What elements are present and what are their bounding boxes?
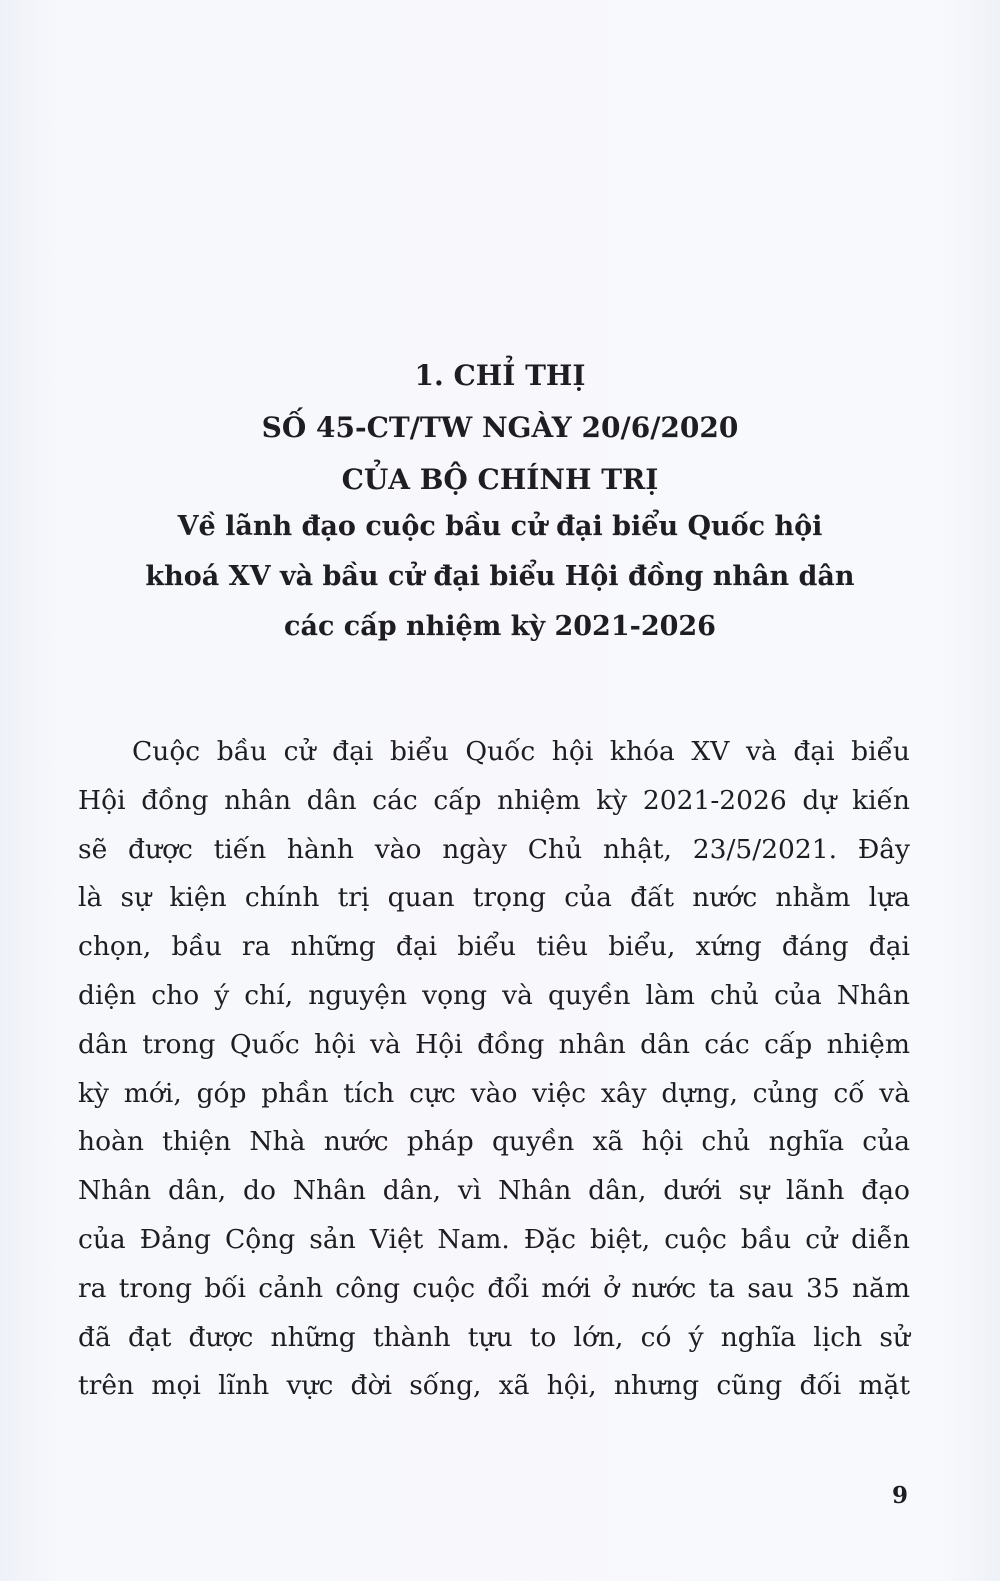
subtitle-line-3: các cấp nhiệm kỳ 2021-2026 bbox=[284, 611, 716, 642]
document-subtitle bbox=[100, 502, 900, 652]
body-line: của Đảng Cộng sản Việt Nam. Đặc biệt, cuộc bầu cử diễn bbox=[78, 1223, 910, 1255]
body-line: là sự kiện chính trị quan trọng của đất nước nhằm lựa bbox=[78, 882, 910, 914]
page-number: 9 bbox=[891, 1482, 908, 1509]
subtitle-line-1: Về lãnh đạo cuộc bầu cử đại biểu Quốc hội bbox=[177, 511, 823, 542]
body-line: Nhân dân, do Nhân dân, vì Nhân dân, dưới sự lãnh đạo bbox=[78, 1175, 910, 1207]
document-heading bbox=[0, 350, 1000, 506]
heading-issuer: CỦA BỘ CHÍNH TRỊ bbox=[341, 463, 659, 496]
heading-number-date: SỐ 45-CT/TW NGÀY 20/6/2020 bbox=[261, 411, 739, 444]
body-line: Cuộc bầu cử đại biểu Quốc hội khóa XV và đại biểu bbox=[132, 736, 910, 767]
body-line: Hội đồng nhân dân các cấp nhiệm kỳ 2021-2026 dự kiến bbox=[78, 784, 910, 816]
body-line: diện cho ý chí, nguyện vọng và quyền làm chủ của Nhân bbox=[78, 979, 910, 1011]
body-paragraph bbox=[78, 728, 910, 1411]
body-line: đã đạt được những thành tựu to lớn, có ý nghĩa lịch sử bbox=[78, 1321, 910, 1353]
heading-title: 1. CHỈ THỊ bbox=[414, 359, 586, 392]
body-line: trên mọi lĩnh vực đời sống, xã hội, nhưng cũng đối mặt bbox=[78, 1370, 910, 1402]
body-line: hoàn thiện Nhà nước pháp quyền xã hội chủ nghĩa của bbox=[78, 1126, 910, 1158]
body-line: ra trong bối cảnh công cuộc đổi mới ở nước ta sau 35 năm bbox=[78, 1272, 910, 1304]
body-line: sẽ được tiến hành vào ngày Chủ nhật, 23/5/2021. Đây bbox=[78, 833, 910, 865]
body-line: kỳ mới, góp phần tích cực vào việc xây dựng, củng cố và bbox=[78, 1077, 910, 1109]
body-line: chọn, bầu ra những đại biểu tiêu biểu, xứng đáng đại bbox=[78, 931, 910, 963]
subtitle-line-2: khoá XV và bầu cử đại biểu Hội đồng nhân dân bbox=[145, 561, 855, 592]
body-line: dân trong Quốc hội và Hội đồng nhân dân các cấp nhiệm bbox=[78, 1028, 910, 1060]
